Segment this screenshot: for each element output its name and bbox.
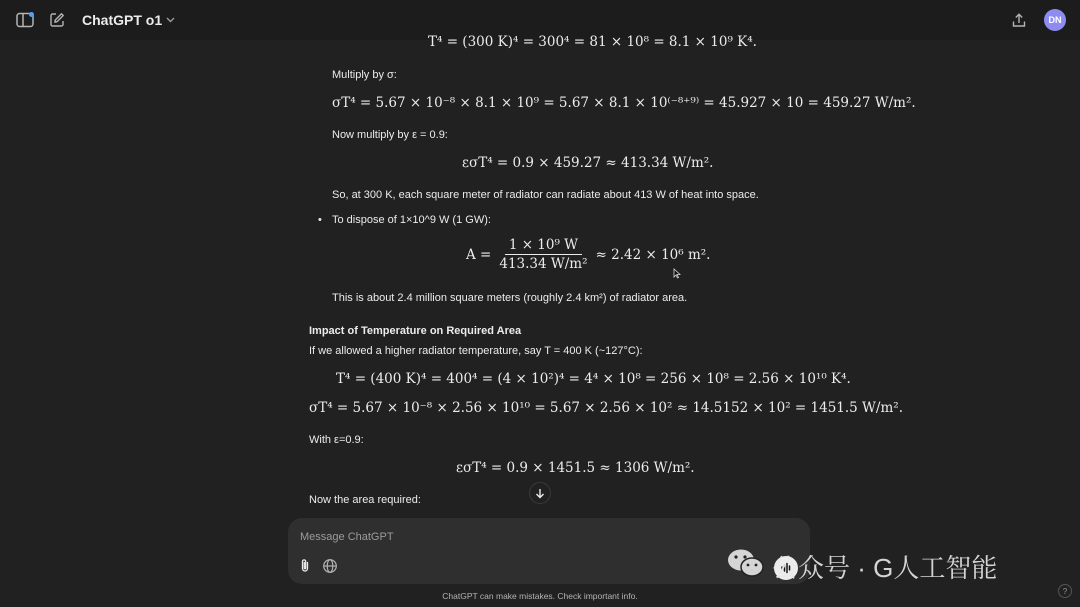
equation-eps-sigma: εσT⁴ = 0.9 × 459.27 ≈ 413.34 W/m². — [462, 155, 714, 171]
text-summary-300k: So, at 300 K, each square meter of radiator can radiate about 413 W of heat into space. — [332, 189, 759, 201]
text-multiply-sigma: Multiply by σ: — [332, 69, 397, 81]
arrow-down-icon — [535, 488, 545, 499]
text-with-epsilon: With ε=0.9: — [309, 434, 364, 446]
assistant-message — [0, 30, 1080, 508]
paperclip-icon[interactable] — [298, 558, 312, 579]
equation-area-numerator: 1 × 10⁹ W — [505, 237, 582, 255]
equation-area-fraction — [495, 237, 591, 272]
equation-area-rhs: ≈ 2.42 × 10⁶ m². — [595, 246, 711, 263]
list-item-dispose: • To dispose of 1×10^9 W (1 GW): — [332, 214, 491, 226]
equation-eps-400: εσT⁴ = 0.9 × 1451.5 ≈ 1306 W/m². — [456, 460, 695, 476]
chevron-down-icon — [166, 15, 175, 26]
avatar[interactable]: DN — [1044, 9, 1066, 31]
new-chat-icon[interactable] — [46, 9, 68, 31]
text-area-note: This is about 2.4 million square meters (roughly 2.4 km²) of radiator area. — [332, 292, 688, 304]
equation-t4-400: T⁴ = (400 K)⁴ = 400⁴ = (4 × 10²)⁴ = 4⁴ × 10⁸ = 256 × 10⁸ = 2.56 × 10¹⁰ K⁴. — [336, 371, 851, 387]
text-multiply-epsilon: Now multiply by ε = 0.9: — [332, 129, 448, 141]
watermark-text: 公众号 · G人工智能 — [772, 553, 998, 583]
scroll-to-bottom-button[interactable] — [529, 482, 551, 504]
text-area-required: Now the area required: — [309, 494, 421, 506]
message-input[interactable] — [300, 528, 780, 546]
watermark — [726, 547, 997, 586]
disclaimer-text: ChatGPT can make mistakes. Check important info. — [442, 591, 638, 601]
wechat-logo-icon — [726, 547, 766, 586]
equation-sigma-t4: σT⁴ = 5.67 × 10⁻⁸ × 8.1 × 10⁹ = 5.67 × 8.1 × 10⁽⁻⁸⁺⁹⁾ = 45.927 × 10 = 459.27 W/m². — [332, 95, 916, 111]
help-button[interactable]: ? — [1058, 584, 1072, 598]
globe-icon[interactable] — [322, 558, 338, 579]
equation-sigma-400: σT⁴ = 5.67 × 10⁻⁸ × 2.56 × 10¹⁰ = 5.67 × 2.56 × 10² ≈ 14.5152 × 10² = 1451.5 W/m². — [309, 400, 903, 416]
equation-area-lhs: A = — [466, 246, 492, 263]
heading-impact-temperature: Impact of Temperature on Required Area — [309, 325, 522, 337]
equation-area-denominator: 413.34 W/m² — [499, 256, 588, 272]
model-title: ChatGPT o1 — [82, 12, 163, 28]
model-selector[interactable] — [82, 12, 175, 28]
text-higher-temp: If we allowed a higher radiator temperature, say T = 400 K (~127°C): — [309, 345, 643, 357]
equation-t4-300: T⁴ = (300 K)⁴ = 300⁴ = 81 × 10⁸ = 8.1 × 10⁹ K⁴. — [428, 34, 757, 50]
share-icon[interactable] — [1008, 9, 1030, 31]
mouse-cursor-icon — [673, 266, 681, 284]
sidebar-toggle-icon[interactable] — [14, 9, 36, 31]
